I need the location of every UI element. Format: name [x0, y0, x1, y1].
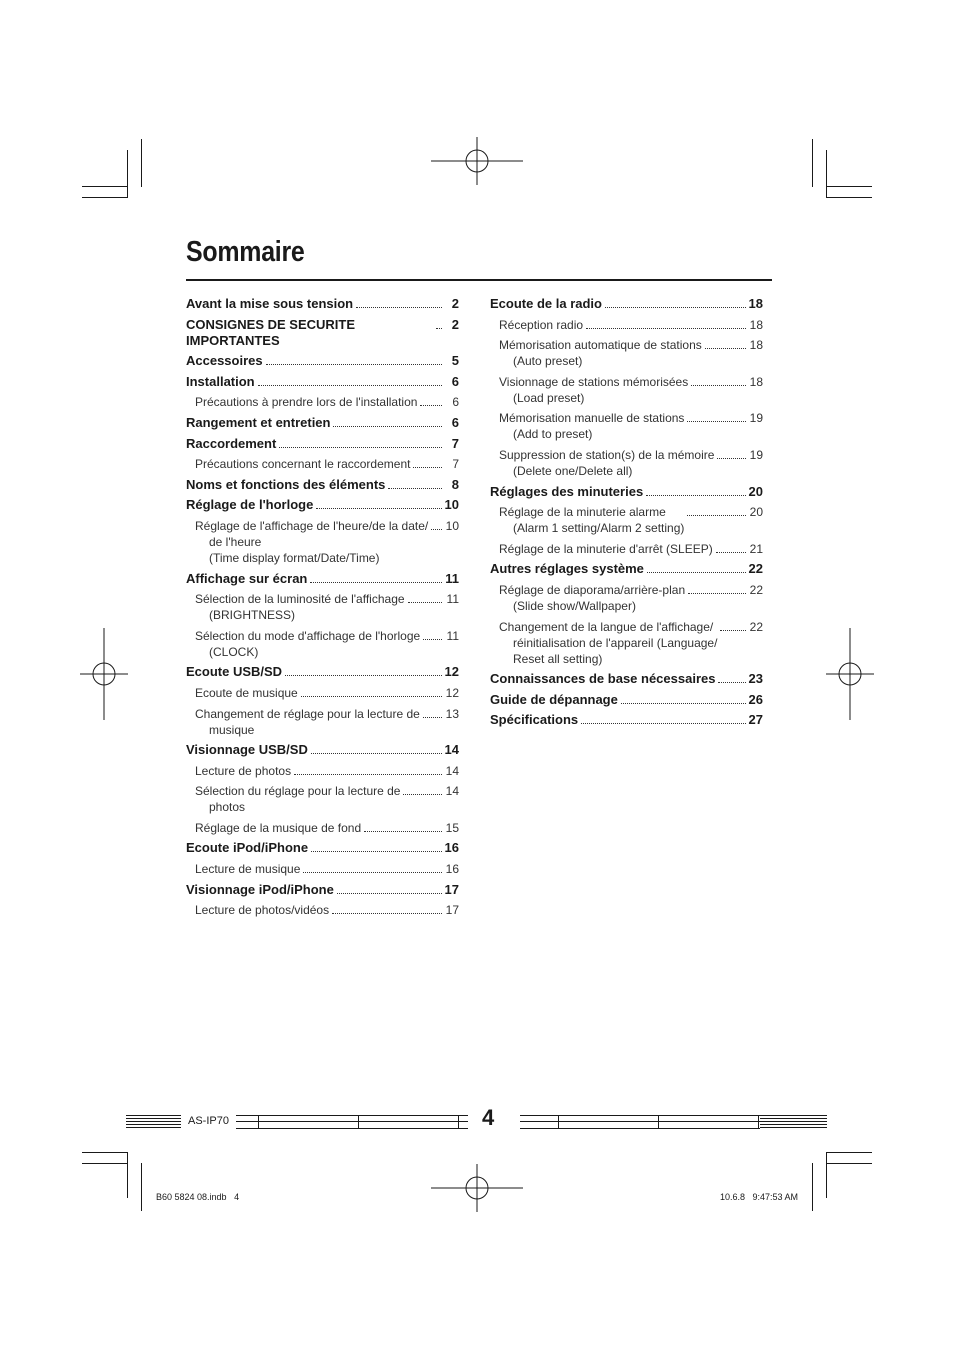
- toc-page-number: 23: [748, 671, 763, 687]
- toc-leader-dots: [258, 385, 442, 386]
- toc-page-number: 14: [445, 763, 459, 778]
- toc-right-column: [490, 296, 763, 733]
- toc-page-number: 6: [452, 395, 459, 410]
- toc-entry: [490, 582, 763, 614]
- crop-mark: [127, 150, 128, 198]
- toc-leader-dots: [310, 582, 442, 583]
- toc-entry-label: Ecoute de la radio: [490, 296, 602, 311]
- toc-leader-dots: [705, 348, 746, 349]
- toc-page-number: 21: [749, 541, 763, 556]
- toc-page-number: 2: [451, 296, 459, 311]
- toc-entry-label: CONSIGNES DE SECURITE IMPORTANTES: [186, 316, 356, 348]
- footer-tick: [558, 1115, 559, 1129]
- toc-page-number: 17: [445, 903, 459, 918]
- registration-mark-icon: [431, 1164, 523, 1212]
- toc-page-number: 19: [749, 447, 763, 462]
- toc-entry: [490, 484, 763, 500]
- toc-entry-label: Visionnage iPod/iPhone: [186, 881, 334, 897]
- toc-page-number: 22: [749, 619, 763, 634]
- toc-entry: [186, 394, 459, 410]
- toc-entry-label-line: (CLOCK): [209, 644, 259, 659]
- toc-entry-label: Lecture de photos: [195, 763, 292, 778]
- toc-entry-label: Ecoute USB/SD: [186, 664, 283, 680]
- toc-page-number: 16: [445, 862, 459, 877]
- footer-bars-right: [760, 1115, 827, 1129]
- page-number: 4: [482, 1105, 495, 1130]
- toc-leader-dots: [279, 447, 442, 448]
- crop-mark: [826, 197, 872, 198]
- footer-tick: [258, 1115, 259, 1129]
- toc-leader-dots: [408, 602, 442, 603]
- toc-page-number: 11: [445, 570, 459, 586]
- toc-leader-dots: [586, 328, 746, 329]
- toc-entry: [186, 882, 459, 898]
- toc-leader-dots: [621, 703, 746, 704]
- toc-entry-label-line: Réglage de diaporama/arrière-plan: [499, 582, 686, 597]
- toc-entry: [490, 447, 763, 479]
- toc-page-number: 11: [446, 628, 459, 643]
- toc-page-number: 19: [749, 411, 763, 426]
- crop-mark: [826, 1163, 872, 1164]
- toc-entry-label: Réglage de la minuterie d'arrêt (SLEEP): [499, 541, 713, 556]
- toc-entry-label: Lecture de musique: [195, 862, 301, 877]
- toc-page-number: 15: [445, 820, 459, 835]
- toc-entry-label-line: Réglage de l'affichage de l'heure/de la date/: [195, 518, 429, 533]
- toc-entry: [490, 712, 763, 728]
- toc-leader-dots: [337, 893, 442, 894]
- toc-entry-label-line: réinitialisation de l'appareil (Language/: [513, 635, 718, 650]
- toc-entry-label-line: Reset all setting): [513, 651, 603, 666]
- toc-entry-label-line: (Add to preset): [513, 427, 593, 442]
- toc-entry: [490, 541, 763, 557]
- registration-mark-icon: [80, 628, 128, 720]
- toc-entry-label: Accessoires: [186, 353, 263, 369]
- toc-leader-dots: [687, 421, 746, 422]
- toc-entry-label: [195, 783, 400, 815]
- toc-entry-label: Spécifications: [490, 712, 579, 728]
- crop-mark: [82, 1163, 128, 1164]
- toc-entry: [186, 591, 459, 623]
- toc-entry: [186, 374, 459, 390]
- footer-bars-left: [126, 1115, 181, 1129]
- toc-page-number: 5: [451, 353, 459, 369]
- toc-entry-label: Noms et fonctions des éléments: [186, 476, 386, 492]
- toc-page-number: 18: [749, 338, 763, 353]
- toc-entry-label: Lecture de photos/vidéos: [195, 903, 330, 918]
- toc-leader-dots: [691, 385, 746, 386]
- toc-page-number: 11: [446, 592, 459, 607]
- footer-tick: [758, 1115, 759, 1129]
- toc-entry: [186, 742, 459, 758]
- toc-leader-dots: [423, 717, 442, 718]
- toc-entry-label: Connaissances de base nécessaires: [490, 671, 716, 687]
- toc-leader-dots: [403, 794, 442, 795]
- toc-entry-label: Affichage sur écran: [186, 570, 308, 586]
- toc-entry-label: Avant la mise sous tension: [186, 296, 354, 311]
- crop-mark: [82, 1152, 128, 1153]
- toc-leader-dots: [311, 753, 442, 754]
- toc-entry-label: Installation: [186, 373, 255, 389]
- toc-page-number: 12: [444, 664, 459, 680]
- file-slug: B60 5824 08.indb 4: [156, 1192, 240, 1202]
- toc-entry: [186, 902, 459, 918]
- toc-leader-dots: [605, 307, 746, 308]
- footer-tick: [458, 1115, 459, 1129]
- toc-entry: [490, 561, 763, 577]
- toc-entry-label-line: Sélection du mode d'affichage de l'horloge: [195, 628, 421, 643]
- crop-mark: [812, 139, 813, 187]
- toc-leader-dots: [364, 831, 442, 832]
- toc-entry: [186, 783, 459, 815]
- crop-mark: [82, 197, 128, 198]
- toc-entry-label-line: Sélection de la luminosité de l'affichage: [195, 592, 405, 607]
- toc-entry-label-line: (Auto preset): [513, 354, 583, 369]
- toc-leader-dots: [333, 426, 442, 427]
- toc-page-number: 20: [749, 505, 763, 520]
- toc-entry-label-line: (Delete one/Delete all): [513, 463, 633, 478]
- toc-entry: [186, 840, 459, 856]
- crop-mark: [826, 1152, 872, 1153]
- toc-leader-dots: [266, 364, 442, 365]
- toc-entry-label-line: (BRIGHTNESS): [209, 608, 296, 623]
- toc-entry-label-line: Mémorisation manuelle de stations: [499, 411, 685, 426]
- toc-entry-label: [499, 410, 684, 442]
- toc-leader-dots: [316, 508, 441, 509]
- toc-entry: [490, 504, 763, 536]
- toc-entry-label-line: Réglage de la minuterie alarme: [499, 505, 666, 520]
- toc-entry-label-line: Changement de réglage pour la lecture de: [195, 706, 420, 721]
- toc-entry-label-line: photos: [209, 800, 246, 815]
- footer-rule-right: [520, 1115, 760, 1129]
- toc-page-number: 6: [451, 414, 459, 430]
- toc-leader-dots: [717, 458, 746, 459]
- toc-page-number: 22: [748, 561, 763, 577]
- footer-rule-left: [236, 1115, 468, 1129]
- toc-page-number: 18: [748, 296, 763, 311]
- toc-entry: [186, 353, 459, 369]
- toc-entry-label-line: Mémorisation automatique de stations: [499, 338, 702, 353]
- crop-mark: [127, 1152, 128, 1198]
- toc-entry: [186, 456, 459, 472]
- toc-page-number: 14: [444, 742, 459, 758]
- toc-page-number: 27: [748, 712, 763, 728]
- crop-mark: [141, 139, 142, 187]
- toc-entry-label: [499, 582, 685, 614]
- toc-page-number: 26: [748, 691, 763, 707]
- toc-leader-dots: [413, 467, 442, 468]
- toc-entry-label-line: (Slide show/Wallpaper): [513, 598, 636, 613]
- toc-entry-label: Précautions à prendre lors de l'installation: [195, 395, 418, 410]
- toc-entry: [490, 619, 763, 667]
- toc-leader-dots: [311, 851, 441, 852]
- toc-leader-dots: [716, 552, 746, 553]
- timestamp-slug: 10.6.8 9:47:53 AM: [720, 1192, 799, 1202]
- toc-entry: [490, 317, 763, 333]
- toc-entry: [490, 410, 763, 442]
- toc-page-number: 8: [451, 476, 459, 492]
- toc-entry-label-line: (Time display format/Date/Time): [209, 550, 380, 565]
- toc-entry-label: Ecoute de musique: [195, 685, 298, 700]
- toc-leader-dots: [285, 675, 441, 676]
- toc-leader-dots: [420, 405, 442, 406]
- toc-leader-dots: [294, 774, 442, 775]
- toc-entry-label-line: (Load preset): [513, 390, 585, 405]
- toc-leader-dots: [581, 723, 745, 724]
- toc-leader-dots: [332, 913, 442, 914]
- toc-entry: [186, 415, 459, 431]
- toc-page-number: 12: [445, 685, 459, 700]
- toc-entry: [490, 337, 763, 369]
- toc-entry-label: [499, 619, 717, 667]
- toc-page-number: 13: [445, 706, 459, 721]
- toc-page-number: 7: [452, 457, 459, 472]
- registration-mark-icon: [431, 137, 523, 185]
- toc-page-number: 6: [451, 373, 459, 389]
- toc-leader-dots: [646, 495, 745, 496]
- toc-page-number: 10: [445, 518, 459, 533]
- toc-entry: [490, 671, 763, 687]
- toc-entry: [186, 685, 459, 701]
- toc-left-column: [186, 296, 459, 923]
- toc-entry-label: Guide de dépannage: [490, 691, 618, 707]
- toc-page-number: 17: [444, 881, 459, 897]
- toc-entry-label: Raccordement: [186, 435, 277, 451]
- toc-entry-label-line: musique: [209, 722, 255, 737]
- toc-entry-label-line: de l'heure: [209, 534, 262, 549]
- toc-entry-label-line: Suppression de station(s) de la mémoire: [499, 447, 715, 462]
- toc-leader-dots: [647, 572, 746, 573]
- toc-entry-label: Précautions concernant le raccordement: [195, 457, 411, 472]
- toc-entry-label: [195, 628, 420, 660]
- toc-entry: [186, 317, 459, 349]
- toc-entry-label: [195, 591, 405, 623]
- toc-entry: [186, 763, 459, 779]
- toc-entry: [186, 664, 459, 680]
- toc-entry: [186, 436, 459, 452]
- toc-page-number: 14: [445, 784, 459, 799]
- model-name: AS-IP70: [188, 1115, 229, 1127]
- crop-mark: [826, 186, 872, 187]
- title-rule: [186, 279, 772, 281]
- toc-entry: [490, 692, 763, 708]
- toc-entry: [490, 296, 763, 312]
- toc-entry-label: [499, 337, 702, 369]
- toc-entry-label: Réglage de l'horloge: [186, 497, 314, 513]
- toc-entry-label-line: Visionnage de stations mémorisées: [499, 374, 689, 389]
- toc-page-number: 18: [749, 374, 763, 389]
- toc-page-number: 7: [451, 435, 459, 451]
- toc-page-number: 16: [444, 840, 459, 856]
- footer-tick: [658, 1115, 659, 1129]
- toc-leader-dots: [301, 696, 442, 697]
- toc-entry-label: [499, 504, 684, 536]
- page-title: Sommaire: [186, 236, 305, 268]
- toc-entry-label: [499, 374, 688, 406]
- toc-entry-label: [499, 447, 714, 479]
- toc-entry: [186, 861, 459, 877]
- toc-entry-label-line: (Alarm 1 setting/Alarm 2 setting): [513, 521, 685, 536]
- registration-mark-icon: [826, 628, 874, 720]
- toc-entry: [186, 628, 459, 660]
- toc-entry-label-line: Changement de la langue de l'affichage/: [499, 619, 714, 634]
- crop-mark: [82, 186, 128, 187]
- toc-page-number: 22: [749, 582, 763, 597]
- toc-entry-label: Ecoute iPod/iPhone: [186, 840, 309, 856]
- crop-mark: [826, 1152, 827, 1198]
- toc-entry: [186, 296, 459, 312]
- toc-entry-label-line: Sélection du réglage pour la lecture de: [195, 784, 401, 799]
- toc-entry: [490, 374, 763, 406]
- toc-page-number: 20: [748, 483, 763, 499]
- toc-entry: [186, 518, 459, 566]
- toc-entry-label: Rangement et entretien: [186, 414, 331, 430]
- toc-entry-label: Visionnage USB/SD: [186, 742, 308, 758]
- toc-page-number: 18: [749, 317, 763, 332]
- toc-entry: [186, 820, 459, 836]
- toc-entry: [186, 497, 459, 513]
- toc-entry-label: Réglage de la musique de fond: [195, 820, 362, 835]
- toc-entry-label: Réglages des minuteries: [490, 483, 644, 499]
- toc-leader-dots: [688, 593, 746, 594]
- toc-leader-dots: [436, 328, 442, 329]
- toc-page-number: 2: [451, 316, 459, 332]
- toc-page-number: 10: [444, 497, 459, 513]
- toc-entry: [186, 706, 459, 738]
- toc-leader-dots: [423, 639, 442, 640]
- toc-leader-dots: [356, 307, 442, 308]
- crop-mark: [826, 150, 827, 198]
- toc-leader-dots: [303, 872, 442, 873]
- toc-leader-dots: [431, 529, 442, 530]
- toc-entry-label: [195, 518, 428, 566]
- crop-mark: [812, 1163, 813, 1211]
- toc-leader-dots: [687, 515, 746, 516]
- footer-tick: [358, 1115, 359, 1129]
- toc-leader-dots: [720, 630, 746, 631]
- toc-entry-label: Autres réglages système: [490, 561, 644, 577]
- toc-entry-label: [195, 706, 420, 738]
- toc-entry: [186, 477, 459, 493]
- toc-leader-dots: [718, 682, 745, 683]
- toc-entry: [186, 571, 459, 587]
- crop-mark: [141, 1163, 142, 1211]
- toc-entry-label: Réception radio: [499, 317, 584, 332]
- toc-leader-dots: [388, 488, 442, 489]
